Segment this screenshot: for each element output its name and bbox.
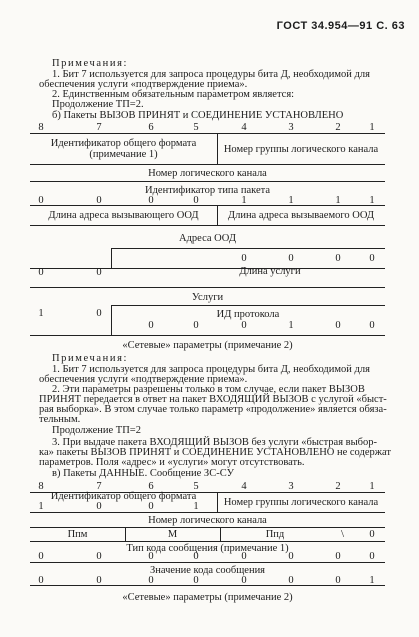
code-type-bit: 0 bbox=[38, 551, 44, 562]
note-line: 3. При выдаче пакета ВХОДЯЩИЙ ВЫЗОВ без услуги «быстрая выбор- bbox=[52, 437, 378, 448]
svc-len-bit: 0 bbox=[335, 253, 341, 264]
note-line: обеспечения услуги «подтверждение приема». bbox=[39, 79, 248, 90]
pti-bit: 0 bbox=[96, 195, 102, 206]
network-params: «Сетевые» параметры (примечание 2) bbox=[122, 592, 293, 603]
pti-bit: 0 bbox=[193, 195, 199, 206]
bit-number: 6 bbox=[148, 122, 154, 133]
section-heading: б) Пакеты ВЫЗОВ ПРИНЯТ и СОЕДИНЕНИЕ УСТАНОВЛЕНО bbox=[52, 110, 344, 121]
services-label: Услуги bbox=[191, 292, 224, 303]
lcg-label: Номер группы логического канала bbox=[223, 497, 379, 508]
pti-bit: 1 bbox=[288, 195, 294, 206]
ppm-label: Ппм bbox=[67, 529, 88, 540]
bit-number: 8 bbox=[38, 481, 44, 492]
pti-bit: 1 bbox=[241, 195, 247, 206]
pti-bit: 0 bbox=[148, 195, 154, 206]
code-type-bit: 0 bbox=[241, 551, 247, 562]
protocol-id: ИД протокола bbox=[216, 309, 280, 320]
code-value-bit: 0 bbox=[288, 575, 294, 586]
proto-bit: 0 bbox=[241, 320, 247, 331]
svc-len-bit: 0 bbox=[288, 253, 294, 264]
services-length: Длина услуги bbox=[239, 266, 301, 277]
note-line: 2. Эти параметры разрешены только в том случае, если пакет ВЫЗОВ bbox=[52, 384, 365, 395]
svc-len-bit: 0 bbox=[38, 267, 44, 278]
gfi-label: Идентификатор общего формата bbox=[50, 138, 197, 149]
svc-len-bit: 0 bbox=[96, 267, 102, 278]
pti-label: Идентификатор типа пакета bbox=[144, 185, 270, 196]
bit-number: 5 bbox=[193, 122, 199, 133]
note-line: 2. Единственным обязательным параметром является: bbox=[52, 89, 295, 100]
caller-address-length: Длина адреса вызывающего ООД bbox=[48, 210, 199, 221]
dte-addresses: Адреса ООД bbox=[179, 233, 236, 244]
note-line: параметров. Поля «адрес» и «услуги» могут отсутствовать. bbox=[39, 457, 305, 468]
note-line: обеспечения услуги «подтверждение приема». bbox=[39, 374, 248, 385]
bit-number: 3 bbox=[288, 481, 294, 492]
bit-number: 2 bbox=[335, 481, 341, 492]
bit-number: 6 bbox=[148, 481, 154, 492]
bit-number: 4 bbox=[241, 122, 247, 133]
gfi-bit: 1 bbox=[38, 501, 44, 512]
code-type-bit: 0 bbox=[288, 551, 294, 562]
bit-number: 5 bbox=[193, 481, 199, 492]
page-header: ГОСТ 34.954—91 С. 63 bbox=[276, 20, 405, 32]
note-line: ка» пакеты ВЫЗОВ ПРИНЯТ и СОЕДИНЕНИЕ УСТАНОВЛЕНО не содержат bbox=[39, 447, 391, 458]
code-value-bit: 0 bbox=[335, 575, 341, 586]
code-value-bit: 0 bbox=[148, 575, 154, 586]
code-value-bit: 0 bbox=[38, 575, 44, 586]
code-type-label: Тип кода сообщения (примечание 1) bbox=[126, 543, 289, 554]
code-type-bit: 0 bbox=[335, 551, 341, 562]
code-type-bit: 0 bbox=[369, 551, 375, 562]
gfi-label: Идентификатор общего формата bbox=[50, 491, 197, 502]
proto-bit: 0 bbox=[369, 320, 375, 331]
called-address-length: Длина адреса вызываемого ООД bbox=[227, 210, 375, 221]
code-type-bit: 0 bbox=[96, 551, 102, 562]
code-value-bit: 0 bbox=[241, 575, 247, 586]
lcg-label: Номер группы логического канала bbox=[223, 144, 379, 155]
bit-number: 3 bbox=[288, 122, 294, 133]
lcn-label: Номер логического канала bbox=[148, 168, 267, 179]
svc-len-bit: 0 bbox=[369, 253, 375, 264]
note-line: рая выборка». В этом случае только параметр «продолжение» является обяза- bbox=[39, 404, 387, 415]
pti-bit: 1 bbox=[335, 195, 341, 206]
bit-number: 7 bbox=[96, 122, 102, 133]
ppd-bit: 0 bbox=[369, 529, 375, 540]
ppd-label: Ппд bbox=[265, 529, 285, 540]
bit-number: 2 bbox=[335, 122, 341, 133]
bit-number: 1 bbox=[369, 481, 375, 492]
code-type-bit: 0 bbox=[193, 551, 199, 562]
note-line: Продолжение ТП=2 bbox=[52, 425, 141, 436]
gfi-bit: 0 bbox=[148, 501, 154, 512]
proto-bit: 0 bbox=[193, 320, 199, 331]
code-type-bit: 0 bbox=[148, 551, 154, 562]
code-value-bit: 0 bbox=[96, 575, 102, 586]
proto-bit: 0 bbox=[148, 320, 154, 331]
code-value-label: Значение кода сообщения bbox=[149, 565, 266, 576]
code-value-bit: 1 bbox=[369, 575, 375, 586]
ppd-separator: \ bbox=[341, 528, 345, 540]
section-heading: в) Пакеты ДАННЫЕ. Сообщение ЗС-СУ bbox=[52, 468, 234, 479]
notes-title: Примечания: bbox=[52, 353, 129, 364]
note-line: ПРИНЯТ передается в ответ на пакет ВХОДЯЩИЙ ВЫЗОВ с услугой «быст- bbox=[39, 394, 387, 405]
lcn-label: Номер логического канала bbox=[148, 515, 267, 526]
notes-title: Примечания: bbox=[52, 58, 129, 69]
note-line: тельным. bbox=[39, 414, 81, 425]
note-line: Продолжение ТП=2. bbox=[52, 99, 144, 110]
code-value-bit: 0 bbox=[193, 575, 199, 586]
gfi-bit: 0 bbox=[96, 501, 102, 512]
bit-number: 8 bbox=[38, 122, 44, 133]
gfi-note: (примечание 1) bbox=[89, 149, 158, 160]
proto-bit: 1 bbox=[38, 308, 44, 319]
note-line: 1. Бит 7 используется для запроса процедуры бита Д, необходимой для bbox=[52, 364, 370, 375]
bit-number: 4 bbox=[241, 481, 247, 492]
proto-bit: 0 bbox=[335, 320, 341, 331]
proto-bit: 0 bbox=[96, 308, 102, 319]
gfi-bit: 1 bbox=[193, 501, 199, 512]
bit-number: 7 bbox=[96, 481, 102, 492]
proto-bit: 1 bbox=[288, 320, 294, 331]
m-bit-label: М bbox=[167, 529, 178, 540]
pti-bit: 0 bbox=[38, 195, 44, 206]
svc-len-bit: 0 bbox=[241, 253, 247, 264]
network-params: «Сетевые» параметры (примечание 2) bbox=[122, 340, 293, 351]
note-line: 1. Бит 7 используется для запроса процедуры бита Д, необходимой для bbox=[52, 69, 370, 80]
pti-bit: 1 bbox=[369, 195, 375, 206]
bit-number: 1 bbox=[369, 122, 375, 133]
